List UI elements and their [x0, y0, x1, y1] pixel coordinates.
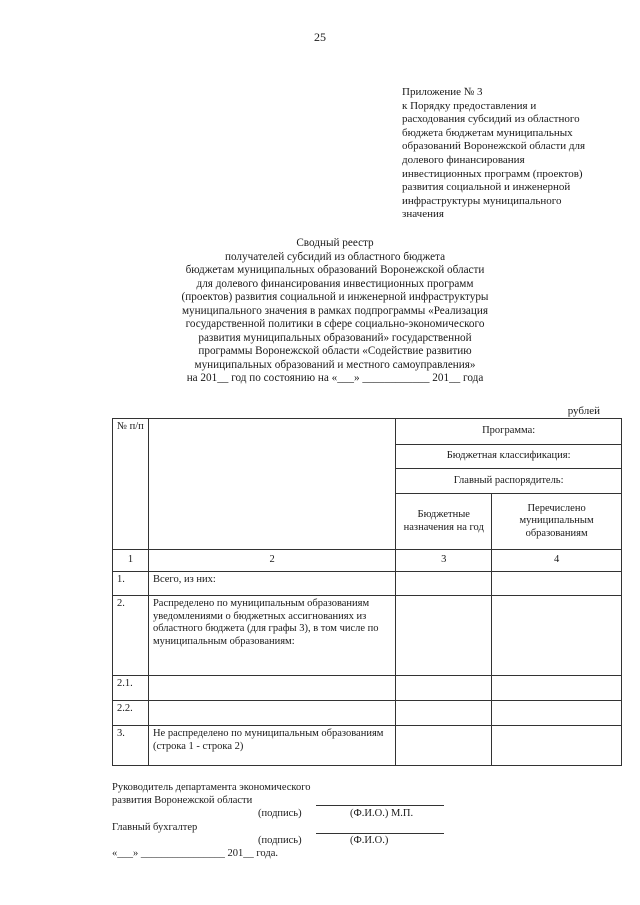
appendix-line: инвестиционных программ (проектов) — [402, 167, 583, 180]
registry-table — [112, 418, 622, 766]
title-line: для долевого финансирования инвестиционных программ — [196, 277, 474, 290]
header-program: Программа: — [396, 419, 622, 445]
sign-hint: (подпись) — [258, 835, 302, 846]
row-col3 — [396, 701, 492, 726]
appendix-line: значения — [402, 208, 444, 221]
sign-hint: (подпись) — [258, 808, 302, 819]
appendix-line: расходования субсидий из областного — [402, 113, 580, 126]
row-num: 1. — [113, 572, 149, 596]
appendix-line: бюджета бюджетам муниципальных — [402, 126, 573, 139]
header-num: № п/п — [113, 419, 149, 550]
row-num: 2. — [113, 596, 149, 676]
row-num: 2.2. — [113, 701, 149, 726]
row-text — [148, 676, 395, 701]
appendix-line: инфраструктуры муниципального — [402, 194, 562, 207]
title-line: муниципального значения в рамках подпрограммы «Реализация — [181, 304, 489, 317]
appendix-line: развития социальной и инженерной — [402, 181, 571, 194]
table-row — [113, 572, 622, 596]
title-line: программы Воронежской области «Содействие развитию — [198, 345, 472, 357]
table-row — [113, 596, 622, 676]
row-col3 — [396, 596, 492, 676]
header-col4: Перечислено муниципальным образованиям — [492, 494, 622, 550]
accountant-title: Главный бухгалтер — [112, 822, 198, 833]
col-number: 2 — [148, 550, 395, 572]
title-line: Сводный реестр — [296, 237, 374, 249]
appendix-block — [402, 86, 617, 222]
header-main-manager: Главный распорядитель: — [396, 469, 622, 494]
row-col4 — [492, 572, 622, 596]
fio-mp-hint: (Ф.И.О.) М.П. — [350, 808, 414, 819]
row-text — [148, 701, 395, 726]
row-num: 3. — [113, 726, 149, 766]
appendix-line: Приложение № 3 — [402, 86, 483, 98]
row-col3 — [396, 572, 492, 596]
title-line: государственной политики в сфере социально-экономического — [185, 318, 485, 330]
title-line: бюджетам муниципальных образований Воронежской области — [185, 264, 485, 276]
appendix-line: долевого финансирования — [402, 153, 525, 166]
row-col4 — [492, 596, 622, 676]
header-blank — [148, 419, 395, 550]
col-number: 1 — [113, 550, 149, 572]
table-row — [113, 676, 622, 701]
appendix-line: к Порядку предоставления и — [402, 99, 537, 112]
header-col3: Бюджетные назначения на год — [396, 494, 492, 550]
currency-unit: рублей — [567, 405, 600, 417]
page-number: 25 — [314, 30, 326, 44]
title-line: (проектов) развития социальной и инженерной инфраструктуры — [181, 291, 489, 303]
row-text: Всего, из них: — [148, 572, 395, 596]
head-title-line1: Руководитель департамента экономического — [112, 782, 311, 793]
fio-hint: (Ф.И.О.) — [350, 835, 389, 846]
row-col3 — [396, 676, 492, 701]
col-number: 4 — [492, 550, 622, 572]
row-col4 — [492, 726, 622, 766]
row-text: Не распределено по муниципальным образованиям (строка 1 - строка 2) — [148, 726, 395, 766]
row-col4 — [492, 676, 622, 701]
row-num: 2.1. — [113, 676, 149, 701]
row-col3 — [396, 726, 492, 766]
table-row — [113, 726, 622, 766]
title-line: на 201__ год по состоянию на «___» ____________ 201__ года — [186, 372, 484, 384]
date-line: «___» ________________ 201__ года. — [112, 848, 278, 859]
document-title — [150, 237, 520, 386]
row-col4 — [492, 701, 622, 726]
row-text: Распределено по муниципальным образованиям уведомлениями о бюджетных ассигнованиях из областного бюджета (для графы 3), в том числе по муниципальным образованиям: — [148, 596, 395, 676]
accountant-signature-line — [316, 833, 444, 834]
head-signature-line — [316, 805, 444, 806]
title-line: муниципальных образований и местного самоуправления» — [194, 358, 476, 371]
title-line: развития муниципальных образований» государственной — [198, 331, 472, 344]
title-line: получателей субсидий из областного бюджета — [224, 250, 446, 263]
header-budget-classification: Бюджетная классификация: — [396, 445, 622, 469]
col-number: 3 — [396, 550, 492, 572]
head-title-line2: развития Воронежской области — [112, 795, 253, 806]
table-row — [113, 701, 622, 726]
appendix-line: образований Воронежской области для — [402, 140, 586, 153]
